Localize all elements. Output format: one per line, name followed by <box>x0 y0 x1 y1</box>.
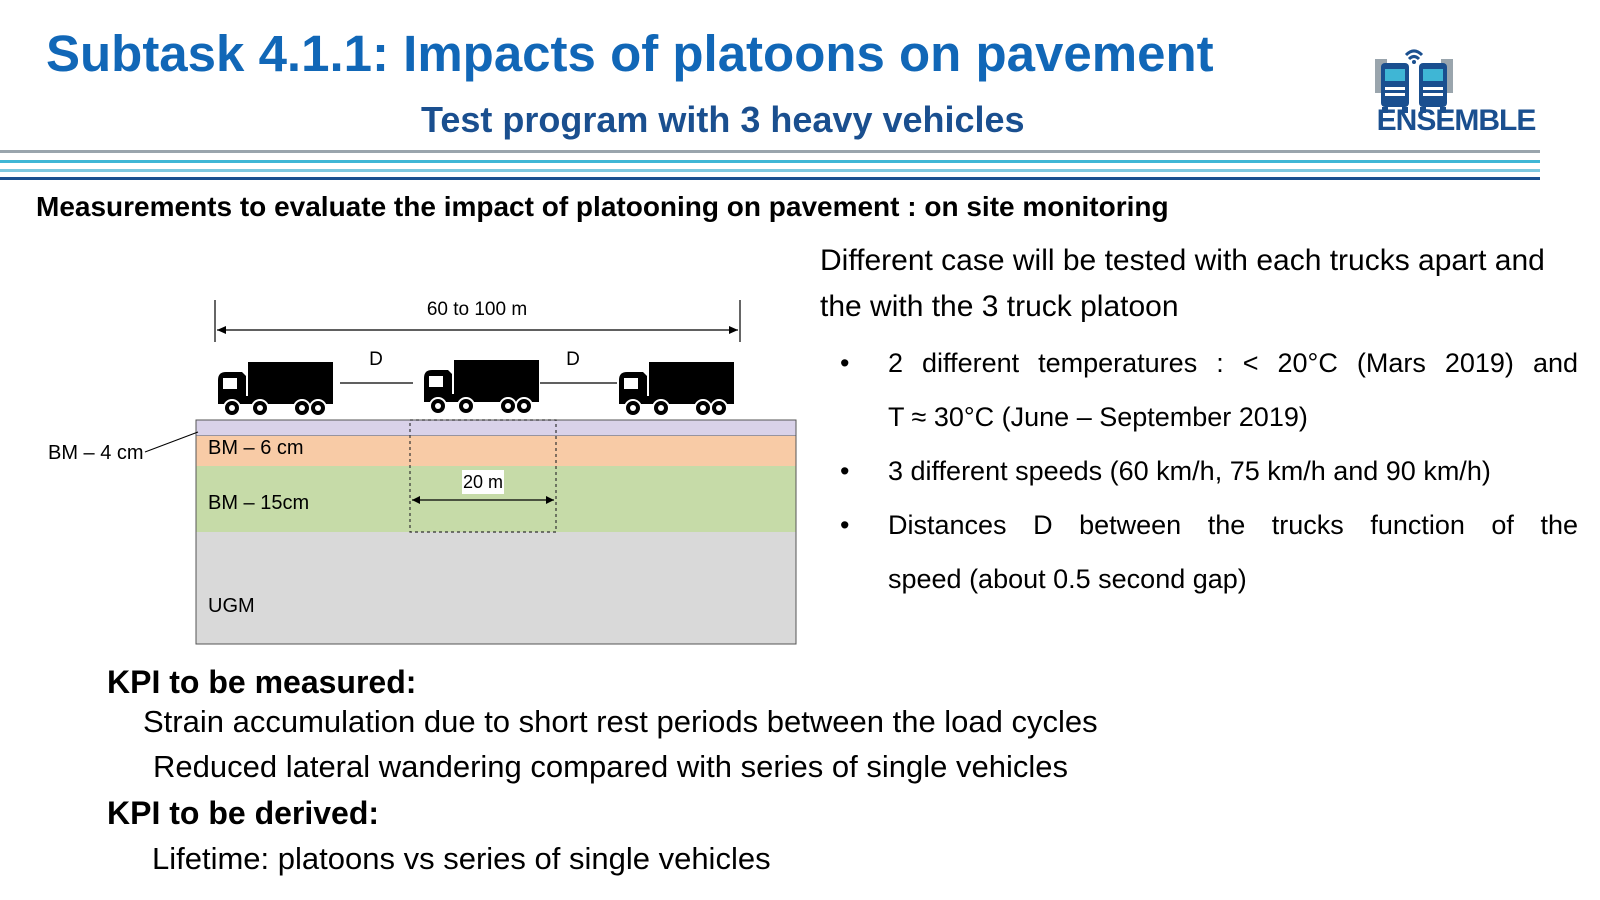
gap-label-1: D <box>369 349 383 370</box>
page-title: Subtask 4.1.1: Impacts of platoons on pavement <box>46 25 1214 82</box>
bullet-line: 2 different temperatures : < 20°C (Mars 2019) and <box>888 348 1578 378</box>
pavement-diagram <box>0 290 800 660</box>
layer-label-ugm: UGM <box>208 595 255 617</box>
bullet-line: Distances D between the trucks function of the <box>888 510 1578 540</box>
truck-3-icon <box>619 362 734 416</box>
header-rule-navy <box>0 177 1540 180</box>
layer-ugm <box>196 532 796 644</box>
bullet-dot: • <box>840 456 850 486</box>
layer-bm-4cm <box>196 420 796 436</box>
section-heading: Measurements to evaluate the impact of platooning on pavement : on site monitoring <box>36 191 1169 222</box>
kpi-derived-heading: KPI to be derived: <box>107 795 380 831</box>
header-rule-lightblue <box>0 169 1540 172</box>
truck-1-icon <box>218 362 333 416</box>
header-rule-cyan <box>0 160 1540 163</box>
zone-length-label: 20 m <box>462 472 504 492</box>
kpi-measured-heading: KPI to be measured: <box>107 664 417 700</box>
layer-label-bm-6cm: BM – 6 cm <box>208 437 304 459</box>
kpi-measured-item: Reduced lateral wandering compared with series of single vehicles <box>153 749 1068 784</box>
layer-label-bm-4cm: BM – 4 cm <box>48 442 144 464</box>
kpi-measured-item: Strain accumulation due to short rest periods between the load cycles <box>143 704 1098 739</box>
bullet-distances <box>840 498 1580 606</box>
intro-paragraph: Different case will be tested with each trucks apart and the with the 3 truck platoon <box>820 244 1545 323</box>
bullet-dot: • <box>840 348 850 378</box>
gap-label-2: D <box>566 349 580 370</box>
page-subtitle: Test program with 3 heavy vehicles <box>421 99 1025 140</box>
total-length-label: 60 to 100 m <box>426 299 528 320</box>
truck-2-icon <box>424 360 539 414</box>
bullet-line: speed (about 0.5 second gap) <box>888 564 1247 594</box>
bullet-speeds <box>840 444 1580 498</box>
bullet-line: T ≈ 30°C (June – September 2019) <box>888 402 1308 432</box>
bullet-line: 3 different speeds (60 km/h, 75 km/h and 90 km/h) <box>888 456 1491 486</box>
header-rule-grey <box>0 150 1540 153</box>
layer-label-bm-15cm: BM – 15cm <box>208 492 310 514</box>
kpi-derived-item: Lifetime: platoons vs series of single vehicles <box>152 841 771 876</box>
bullet-temperatures <box>840 336 1580 444</box>
logo-text: ENSEMBLE <box>1376 104 1536 137</box>
bullet-dot: • <box>840 510 850 540</box>
